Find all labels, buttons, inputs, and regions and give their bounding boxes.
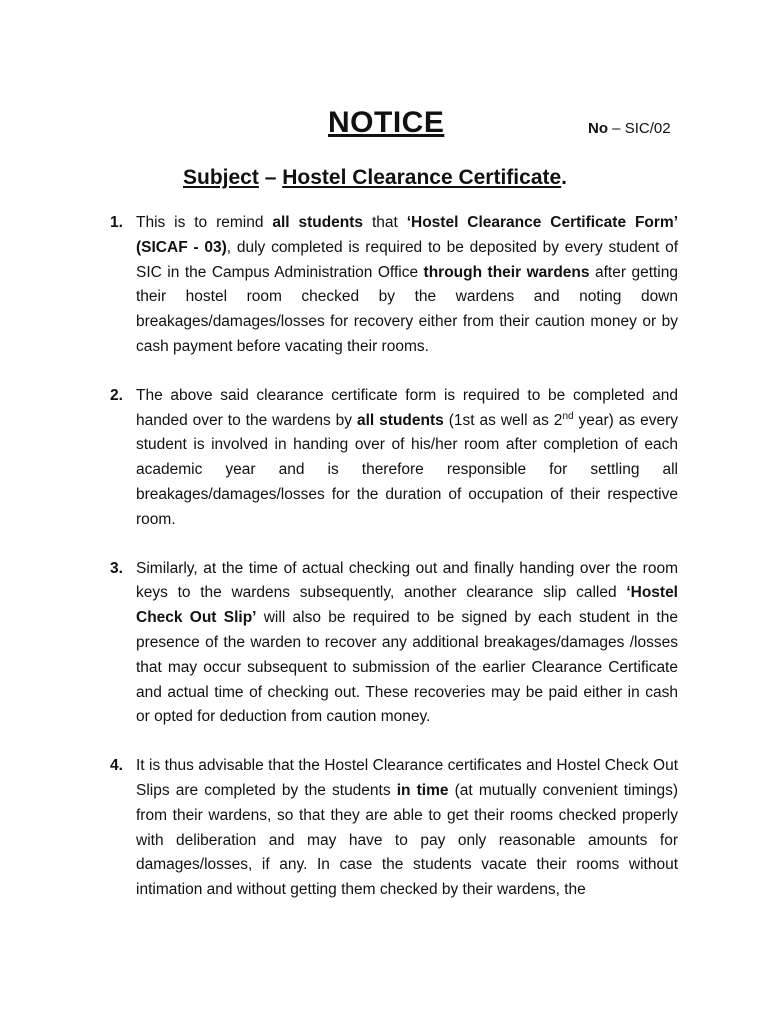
- item-text: [136, 211, 678, 360]
- notice-items: [110, 211, 678, 927]
- notice-number-value: SIC/02: [624, 120, 671, 137]
- text-run: , duly completed is required to be deposited by every student of SIC in the Campus Administration Office: [136, 238, 679, 281]
- item-number: 4.: [110, 757, 123, 775]
- notice-number-separator: –: [608, 120, 625, 137]
- text-run: (1st as well as 2: [443, 411, 563, 429]
- item-text: [136, 384, 678, 533]
- notice-number: [588, 120, 671, 137]
- text-run: Similarly, at the time of actual checking out and finally handing over the room keys to the wardens subsequently, another clearance slip called: [136, 559, 678, 602]
- text-run: (at mutually convenient timings) from their wardens, so that they are able to get their rooms checked properly with deliberation and may have to pay only reasonable amounts for damages/losses, if any. In case the students vacate their rooms without intimation and without getting them checked by their wardens, the: [136, 781, 678, 899]
- bold-run: ‘Hostel Check Out Slip’: [136, 584, 678, 627]
- item-number: 1.: [110, 214, 123, 231]
- text-run: after getting their hostel room checked by the wardens and noting down breakages/damages/losses for recovery either from their caution money or by cash payment before vacating their rooms.: [136, 263, 678, 355]
- text-run: will also be required to be signed by each student in the presence of the warden to recover any additional breakages/damages /losses that may occur subsequent to submission of the earlier Clearance Certificate and actual time of checking out. These recoveries may be paid either in cash or opted for deduction from caution money.: [136, 609, 678, 726]
- bold-run: all students: [272, 214, 364, 231]
- notice-item: [110, 557, 678, 731]
- subject-separator: –: [258, 166, 283, 189]
- notice-item: [110, 384, 678, 533]
- item-number: 3.: [110, 559, 123, 577]
- bold-run: ‘Hostel Clearance Certificate Form’ (SICAF - 03): [136, 214, 679, 256]
- text-run: The above said clearance certificate form is required to be completed and handed over to the wardens by: [136, 386, 678, 429]
- bold-run: through their wardens: [423, 263, 590, 281]
- subject-line: [183, 166, 567, 190]
- superscript-run: nd: [562, 410, 574, 422]
- bold-run: all students: [357, 411, 444, 429]
- text-run: This is to remind: [136, 214, 273, 231]
- subject-end: .: [561, 166, 568, 189]
- notice-number-label: No: [588, 120, 608, 137]
- text-run: year) as every student is involved in handing over of his/her room after completion of each academic year and is therefore responsible for settling all breakages/damages/losses for the duration of occupation of their respective room.: [136, 411, 678, 528]
- subject-value: Hostel Clearance Certificate: [282, 166, 562, 189]
- notice-item: [110, 211, 678, 360]
- notice-title: NOTICE: [328, 106, 445, 139]
- text-run: It is thus advisable that the Hostel Clearance certificates and Hostel Check Out Slips are completed by the students: [136, 757, 678, 799]
- bold-run: in time: [396, 781, 449, 799]
- notice-item: [110, 754, 678, 903]
- text-run: that: [363, 214, 407, 231]
- item-text: [136, 754, 678, 903]
- item-number: 2.: [110, 386, 123, 404]
- item-text: [136, 557, 678, 731]
- subject-label: Subject: [183, 166, 259, 189]
